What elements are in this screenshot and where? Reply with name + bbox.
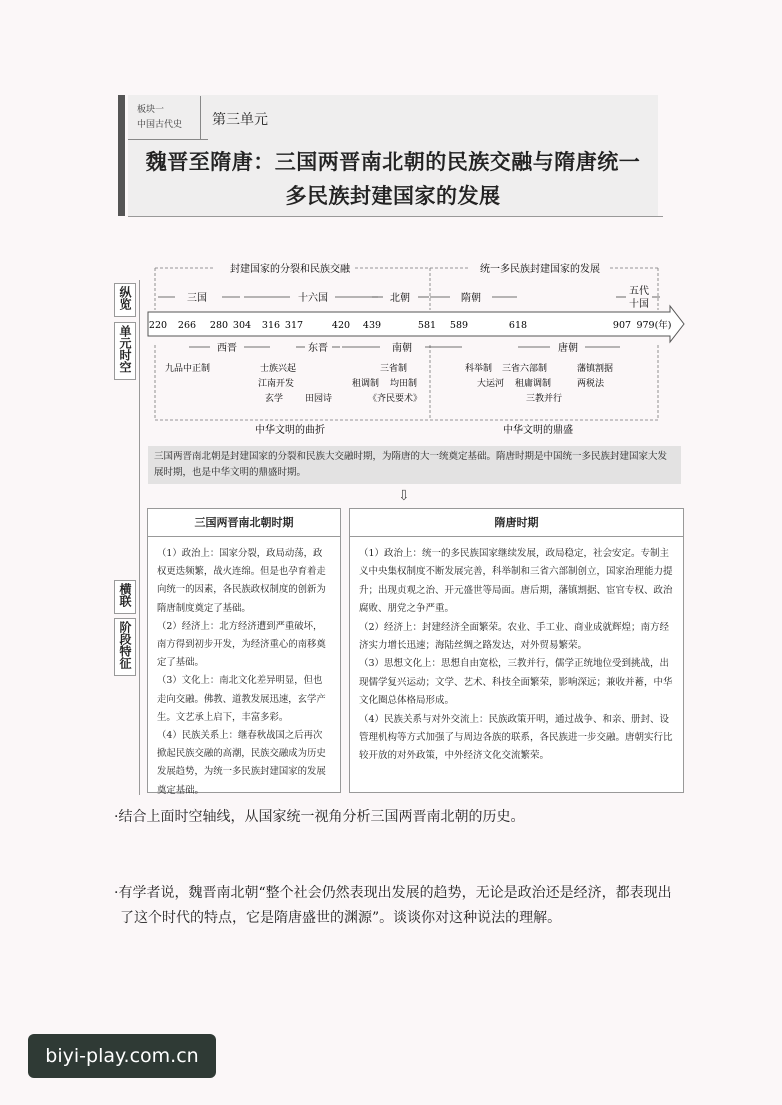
- sanguo-economy: （2）经济上：北方经济遭到严重破坏，南方得到初步开发，为经济重心的南移奠定了基础。: [157, 620, 326, 669]
- page-title-line1: 魏晋至隋唐：三国两晋南北朝的民族交融与隋唐统一: [145, 150, 641, 174]
- event-juntianzhi: 均田制: [390, 379, 418, 389]
- period-wudai: 五代: [629, 286, 649, 297]
- period-beichao: 北朝: [390, 293, 410, 304]
- question-1: ·结合上面时空轴线，从国家统一视角分析三国两晋南北朝的历史。: [114, 809, 525, 825]
- header-divider: [200, 96, 201, 140]
- side-label-spacetime: [114, 322, 136, 380]
- period-shiguo: 十国: [629, 299, 649, 310]
- period-shiliuguo: 十六国: [298, 293, 328, 304]
- year-618: 618: [508, 320, 528, 331]
- event-tianyuanshi: 田园诗: [305, 394, 333, 404]
- timeline-diagram: [140, 250, 690, 445]
- era-right-label: 统一多民族封建国家的发展: [480, 264, 600, 275]
- page-title-line2: 多民族封建国家的发展: [285, 184, 501, 208]
- era-left-label: 封建国家的分裂和民族交融: [230, 264, 350, 275]
- event-fanzhen: 藩镇割据: [577, 364, 614, 374]
- side-label-overview-text: 纵览: [118, 286, 132, 310]
- summary-box: 三国两晋南北朝是封建国家的分裂和民族大交融时期，为隋唐的大一统奠定基础。隋唐时期是中国统一多民族封建国家大发展时期，也是中华文明的鼎盛时期。: [148, 446, 681, 484]
- suitang-economy: （2）经济上：封建经济全面繁荣。农业、手工业、商业成就辉煌；南方经济实力增长迅速；海陆丝绸之路发达，对外贸易繁荣。: [359, 621, 670, 652]
- period-suichao: 隋朝: [461, 293, 481, 304]
- event-qiminyaoshu: 《齐民要术》: [368, 394, 423, 404]
- module-line2: 中国古代史: [137, 120, 183, 130]
- down-arrow-icon: ⇩: [398, 488, 410, 504]
- question-2-line1: ·有学者说，魏晋南北朝“整个社会仍然表现出发展的趋势，无论是政治还是经济，都表现出: [114, 885, 672, 901]
- sanguo-ethnic: （4）民族关系上：继春秋战国之后再次掀起民族交融的高潮，民族交融成为历史发展趋势，为统一多民族封建国家的发展奠定基础。: [157, 730, 326, 796]
- unit-label: 第三单元: [212, 112, 268, 128]
- suitang-politics: （1）政治上：统一的多民族国家继续发展，政局稳定，社会安定。专制主义中央集权制度不断发展完善，科举制和三省六部制创立，国家治理能力提升；出现贞观之治、开元盛世等局面。唐后期，藩镇割据、宦官专权、政治腐败、朋党之争严重。: [359, 548, 673, 615]
- event-liangshuifa: 两税法: [577, 379, 605, 389]
- year-304: 304: [232, 320, 252, 331]
- suitang-culture: （3）思想文化上：思想自由宽松，三教并行，儒学正统地位受到挑战，出现儒学复兴运动；文学、艺术、科技全面繁荣，影响深远；兼收并蓄，中华文化圈总体格局形成。: [359, 658, 673, 707]
- header-rule: [128, 139, 208, 140]
- footer-left-label: 中华文明的曲折: [255, 425, 325, 436]
- event-sanshengzhi: 三省制: [380, 364, 408, 374]
- year-220: 220: [148, 320, 168, 331]
- event-xuanxue: 玄学: [265, 394, 284, 404]
- question-2-line2: 了这个时代的特点，它是隋唐盛世的渊源”。谈谈你对这种说法的理解。: [120, 910, 562, 926]
- period-box-sanguo-title: 三国两晋南北朝时期: [148, 509, 340, 537]
- site-watermark: biyi-play.com.cn: [28, 1034, 216, 1078]
- year-589: 589: [449, 320, 469, 331]
- side-label-spacetime-text: 单元时空: [118, 325, 132, 373]
- period-tangchao: 唐朝: [558, 343, 578, 354]
- period-box-sanguo: [147, 508, 341, 796]
- module-label: [137, 103, 197, 133]
- side-label-features-text: 阶段特征: [118, 621, 132, 669]
- header-accent-bar: [118, 95, 125, 216]
- timeline-axis: [148, 306, 684, 342]
- event-jiangnan: 江南开发: [258, 379, 295, 389]
- period-sanguo: 三国: [187, 293, 207, 304]
- footer-right-label: 中华文明的鼎盛: [503, 425, 573, 436]
- side-label-features: [114, 618, 136, 676]
- year-581: 581: [417, 320, 437, 331]
- module-line1: 板块一: [137, 105, 165, 115]
- year-907: 907: [612, 320, 632, 331]
- period-nanchao: 南朝: [392, 343, 412, 354]
- side-label-horizontal-text: 横联: [118, 583, 132, 607]
- header-underline: [128, 216, 663, 217]
- year-317: 317: [284, 320, 304, 331]
- year-979: 979(年): [636, 320, 672, 331]
- event-dayunhe: 大运河: [477, 379, 505, 389]
- sanguo-culture: （3）文化上：南北文化差异明显，但也走向交融。佛教、道教发展迅速，玄学产生。文艺承上启下，丰富多彩。: [157, 675, 326, 723]
- event-sanjiao: 三教并行: [526, 394, 563, 404]
- event-zudiaozhi: 租调制: [352, 379, 380, 389]
- year-280: 280: [209, 320, 229, 331]
- event-jiupin: 九品中正制: [165, 364, 211, 374]
- period-box-suitang-title: 隋唐时期: [350, 509, 683, 537]
- year-420: 420: [331, 320, 351, 331]
- year-439: 439: [362, 320, 382, 331]
- event-shizu: 士族兴起: [260, 364, 297, 374]
- event-zuyongdiao: 租庸调制: [515, 379, 552, 389]
- suitang-ethnic: （4）民族关系与对外交流上：民族政策开明，通过战争、和亲、册封、设管理机构等方式加强了与周边各族的联系，各民族进一步交融。唐朝实行比较开放的对外政策，中外经济文化交流繁荣。: [359, 713, 673, 762]
- event-kejuzhi: 科举制: [465, 364, 493, 374]
- event-sansheng-liubu: 三省六部制: [502, 364, 548, 374]
- sanguo-politics: （1）政治上：国家分裂，政局动荡，政权更迭频繁，战火连绵。但是也孕育着走向统一的因素，各民族政权制度的创新为隋唐制度奠定了基础。: [157, 548, 326, 614]
- period-xijin: 西晋: [217, 343, 237, 354]
- side-label-overview: [114, 283, 136, 317]
- year-266: 266: [177, 320, 197, 331]
- period-box-suitang: [349, 508, 684, 793]
- side-label-horizontal: [114, 580, 136, 614]
- year-316: 316: [261, 320, 281, 331]
- period-dongjin: 东晋: [308, 343, 328, 354]
